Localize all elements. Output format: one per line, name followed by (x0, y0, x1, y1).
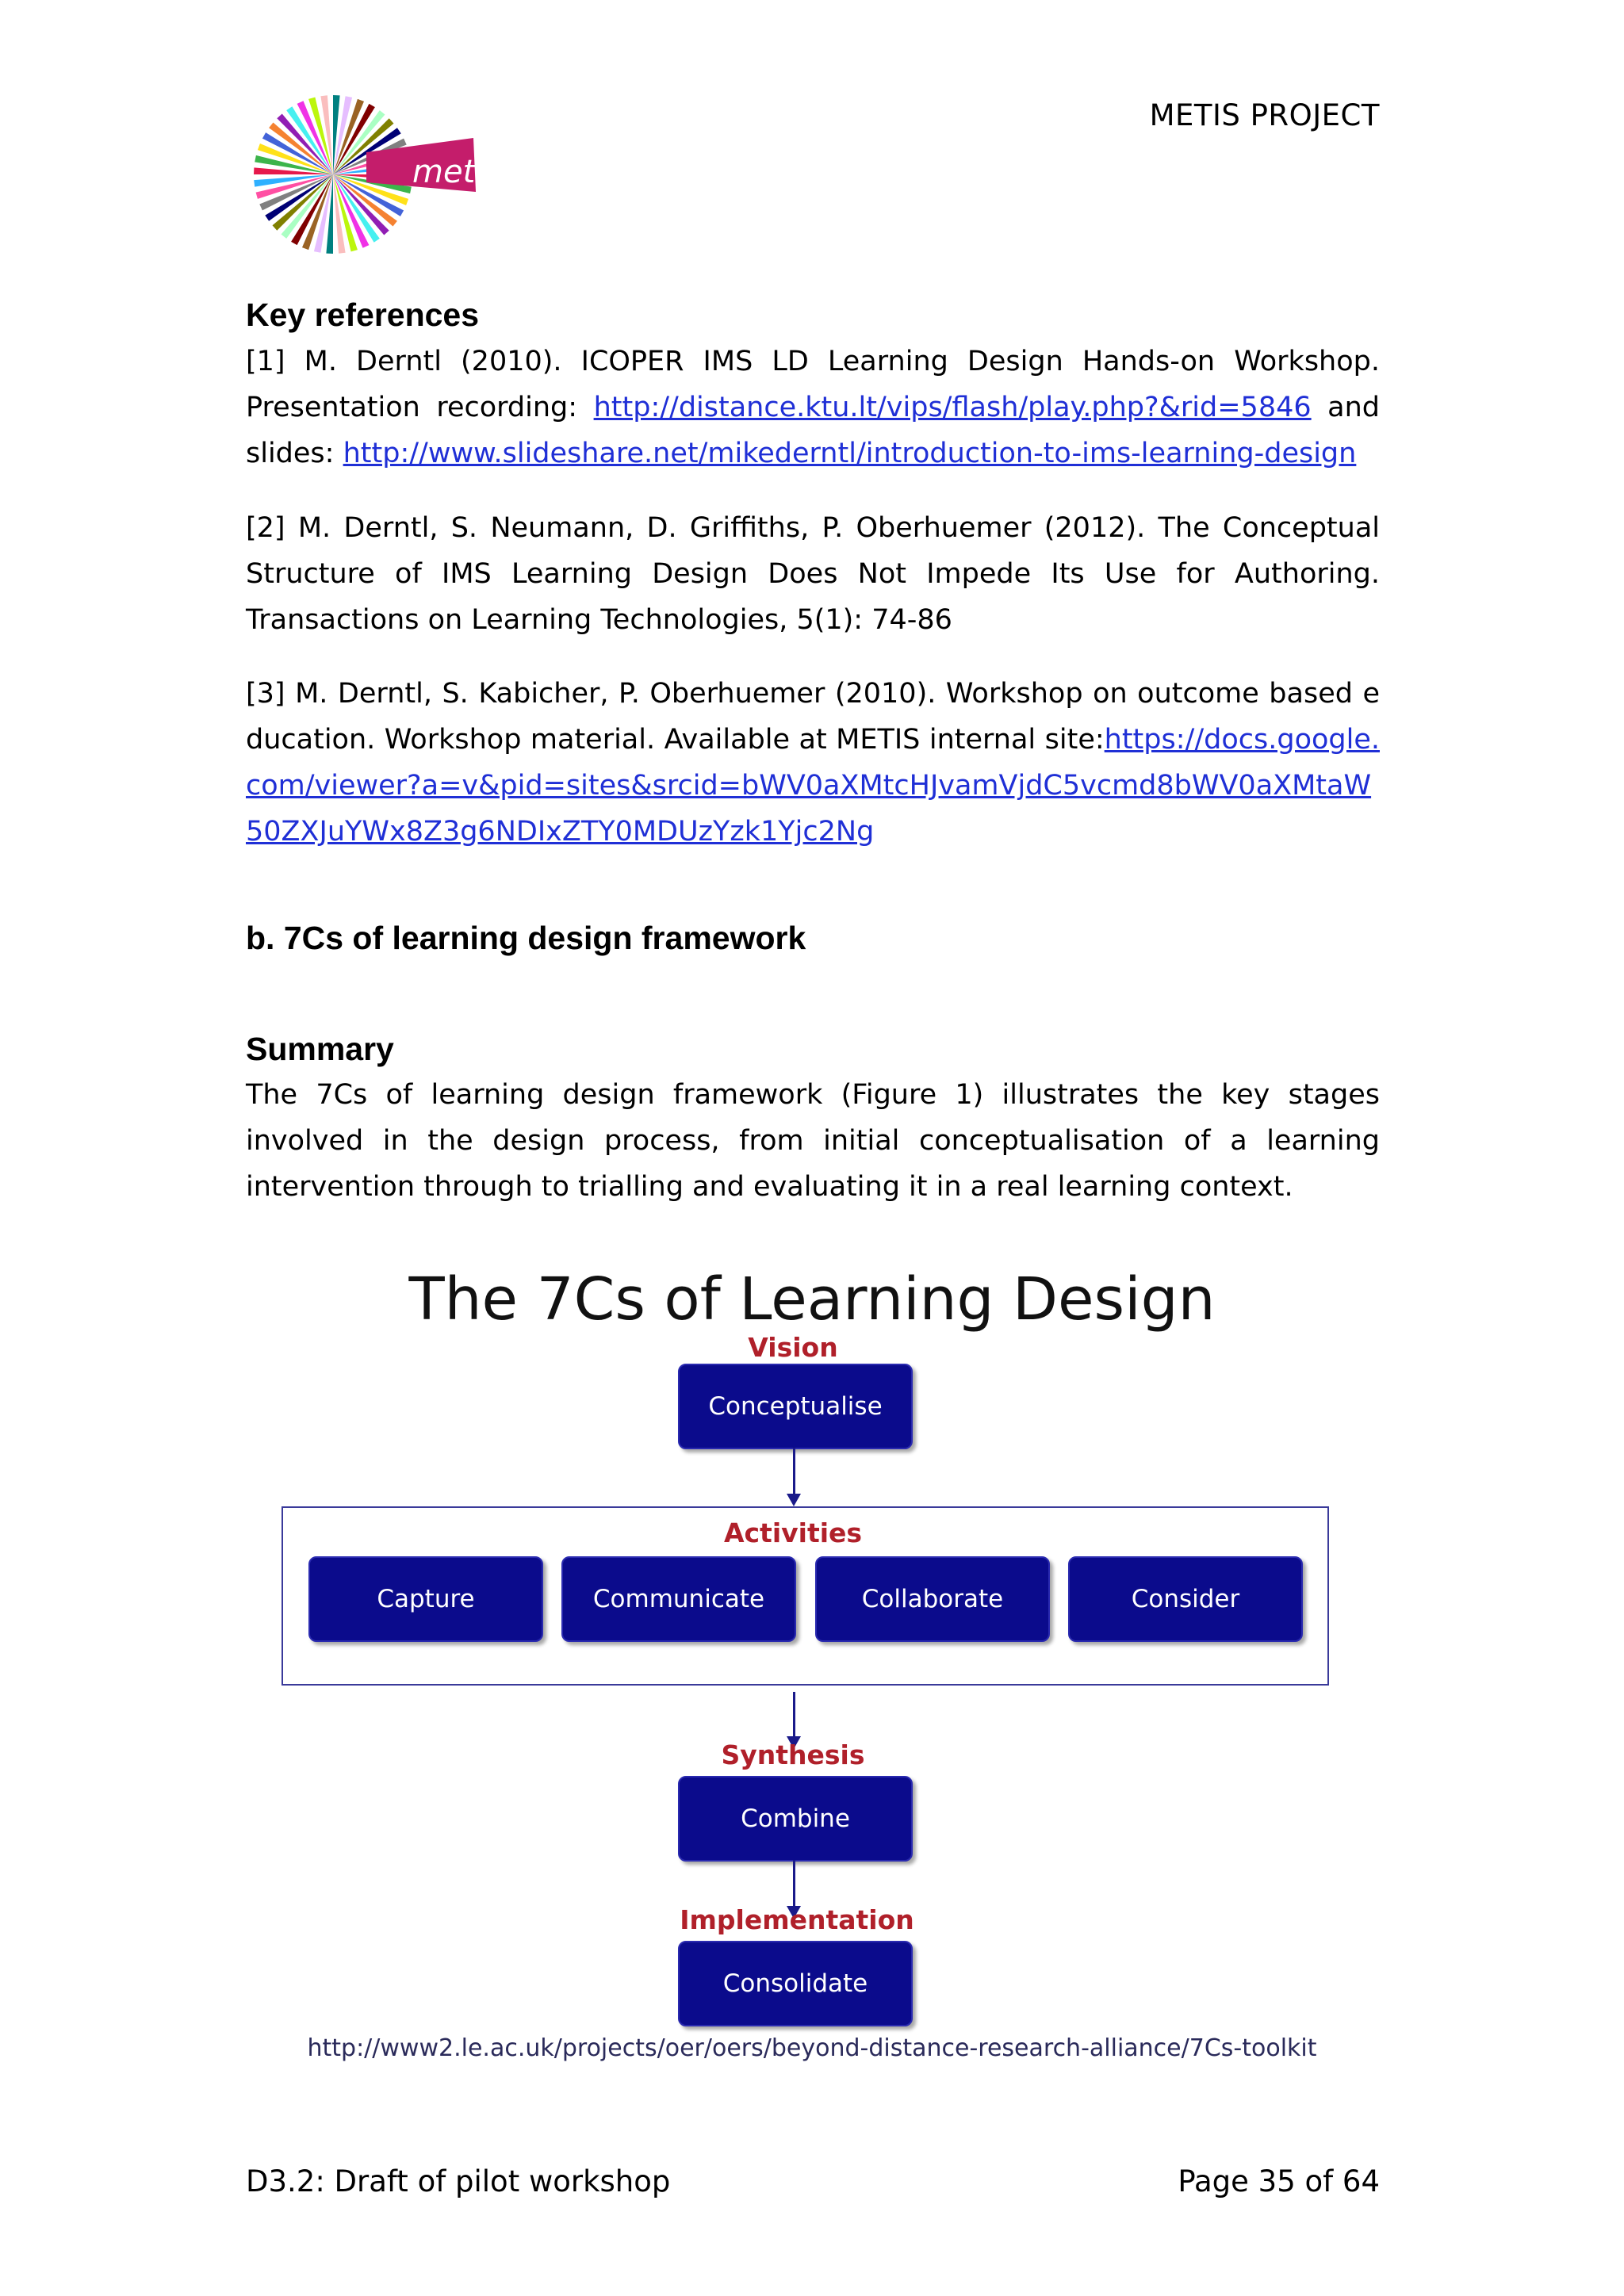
reference-1-text: [1] M. Derntl (2010). ICOPER IMS LD Learning Design Hands-on Workshop. Presentation recording: (246, 346, 1380, 423)
summary-heading: Summary (246, 1031, 394, 1067)
stage-label-activities: Activities (723, 1517, 863, 1548)
footer-page-number: Page 35 of 64 (1178, 2164, 1380, 2198)
node-capture: Capture (308, 1556, 543, 1642)
reference-3 (246, 671, 1380, 855)
footer-document-title: D3.2: Draft of pilot workshop (246, 2164, 671, 2198)
reference-3-text: [3] M. Derntl, S. Kabicher, P. Oberhuemer (2010). Workshop on outcome based education. Workshop material. Available at METIS internal site: (246, 678, 1380, 756)
reference-2-text: [2] M. Derntl, S. Neumann, D. Griffiths, P. Oberhuemer (2012). The Conceptual Structure of IMS Learning Design Does Not Impede Its Use for Authoring. Transactions on Learning Technologies, 5(1): 74-86 (246, 512, 1380, 636)
reference-1-recording-link[interactable]: http://distance.ktu.lt/vips/flash/play.php?&rid=5846 (593, 392, 1312, 423)
reference-1-text-b: and slides: (246, 392, 1380, 469)
key-references-heading: Key references (246, 297, 480, 333)
reference-2 (246, 505, 1380, 643)
arrow-activities-to-synthesis (793, 1692, 795, 1746)
section-b-heading: b. 7Cs of learning design framework (246, 920, 806, 956)
node-consolidate: Consolidate (678, 1941, 913, 2026)
reference-3-link[interactable]: https://docs.google.com/viewer?a=v&pid=sites&srcid=bWV0aXMtcHJvamVjdC5vcmd8bWV0aXMtaW50ZXJuYWx8Z3g6NDIxZTY0MDUzYzk1Yjc2Ng (246, 724, 1380, 848)
figure-source-url: http://www2.le.ac.uk/projects/oer/oers/beyond-distance-research-alliance/7Cs-toolkit (307, 2034, 1317, 2062)
metis-logo (247, 89, 501, 259)
node-combine: Combine (678, 1776, 913, 1862)
node-conceptualise: Conceptualise (678, 1364, 913, 1449)
reference-1 (246, 339, 1380, 476)
node-communicate: Communicate (561, 1556, 796, 1642)
node-collaborate: Collaborate (815, 1556, 1050, 1642)
header-project-name: METIS PROJECT (1149, 98, 1380, 132)
logo-text: metis (412, 154, 501, 190)
summary-paragraph (246, 1072, 1380, 1210)
arrow-vision-to-activities (793, 1448, 795, 1503)
stage-label-vision: Vision (748, 1332, 838, 1363)
figure-title: The 7Cs of Learning Design (408, 1265, 1216, 1334)
node-consider: Consider (1068, 1556, 1303, 1642)
stage-label-synthesis: Synthesis (721, 1739, 865, 1770)
reference-1-slides-link[interactable]: http://www.slideshare.net/mikederntl/introduction-to-ims-learning-design (343, 438, 1357, 469)
summary-text: The 7Cs of learning design framework (Figure 1) illustrates the key stages involved in the design process, from initial conceptualisation of a learning intervention through to trialling and evaluating it in a real learning context. (246, 1079, 1380, 1203)
stage-label-implementation: Implementation (680, 1904, 914, 1935)
